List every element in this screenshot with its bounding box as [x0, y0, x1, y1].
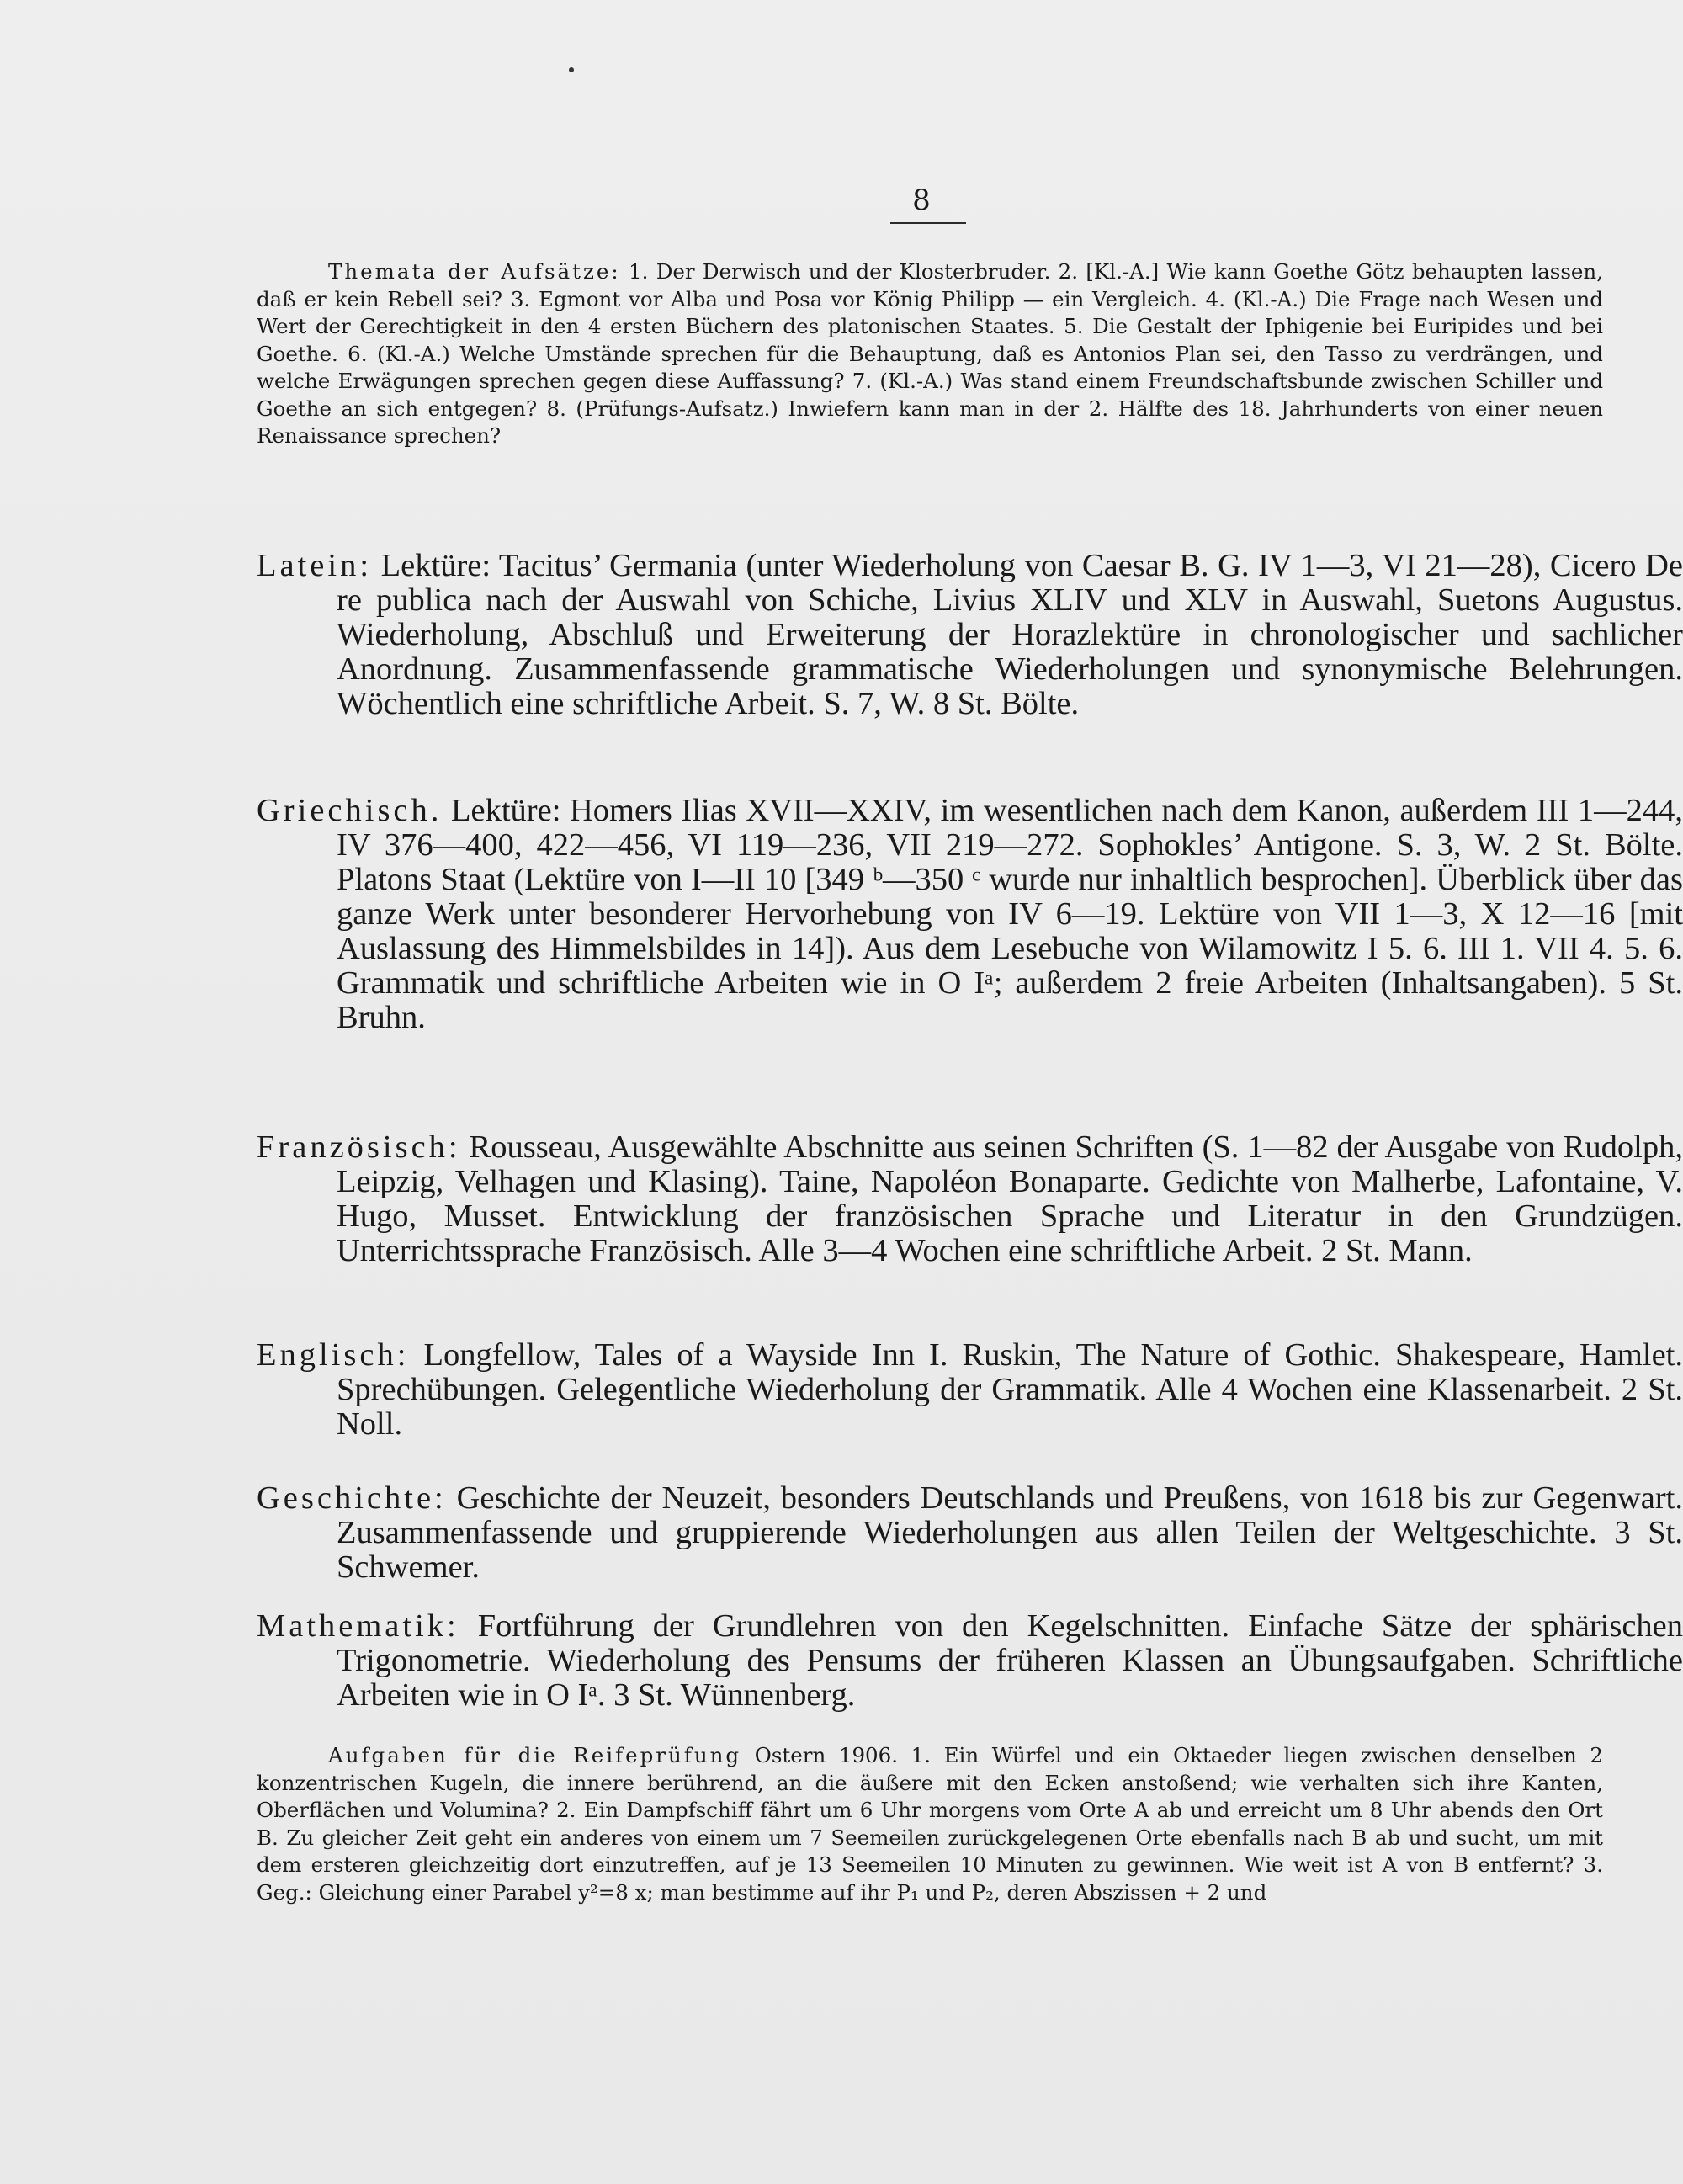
- exam-problems-label: Aufgaben für die Reifeprüfung: [328, 1743, 742, 1767]
- subject-greek: [257, 794, 1683, 1035]
- exam-problems-text: Ostern 1906. 1. Ein Würfel und ein Oktaeder liegen zwischen denselben 2 konzentrischen Kugeln, die innere berührend, an die äußere mit den Ecken anstoßend; wie verhalten sich ihre Kanten, Oberflächen und Volumina? 2. Ein Dampfschiff fährt um 6 Uhr morgens vom Orte A ab und erreicht um 8 Uhr abends den Ort B. Zu gleicher Zeit geht ein anderes von einem um 7 Seemeilen zurückgelegenen Orte ebenfalls nach B ab und sucht, um mit dem ersteren gleichzeitig dort einzutreffen, auf je 13 Seemeilen 10 Minuten zu gewinnen. Wie weit ist A von B entfernt? 3. Geg.: Gleichung einer Parabel y²=8 x; man bestimme auf ihr P₁ und P₂, deren Abszissen + 2 und: [257, 1743, 1603, 1905]
- essay-topics-text: 1. Der Derwisch und der Klosterbruder. 2. [Kl.-A.] Wie kann Goethe Götz behaupten lassen, daß er kein Rebell sei? 3. Egmont vor Alba und Posa vor König Philipp — ein Vergleich. 4. (Kl.-A.) Die Frage nach Wesen und Wert der Gerechtigkeit in den 4 ersten Büchern des platonischen Staates. 5. Die Gestalt der Iphigenie bei Euripides und bei Goethe. 6. (Kl.-A.) Welche Umstände sprechen für die Behauptung, daß es Antonios Plan sei, den Tasso zu verdrängen, und welche Erwägungen sprechen gegen diese Auffassung? 7. (Kl.-A.) Was stand einem Freundschaftsbunde zwischen Schiller und Goethe an sich entgegen? 8. (Prüfungs-Aufsatz.) Inwiefern kann man in der 2. Hälfte des 18. Jahrhunderts von einer neuen Renaissance sprechen?: [257, 259, 1603, 448]
- subject-label-english: Englisch:: [257, 1337, 410, 1373]
- essay-topics-paragraph: [257, 258, 1603, 450]
- subject-label-latin: Latein:: [257, 548, 373, 583]
- page-number-rule: [890, 222, 966, 224]
- subject-text-latin: Lektüre: Tacitus’ Germania (unter Wiederholung von Caesar B. G. IV 1—3, VI 21—28), Cicero De re publica nach der Auswahl von Schiche, Livius XLIV und XLV in Auswahl, Suetons Augustus. Wiederholung, Abschluß und Erweiterung der Horazlektüre in chronologischer und sachlicher Anordnung. Zusammenfassende grammatische Wiederholungen und synonymische Belehrungen. Wöchentlich eine schriftliche Arbeit. S. 7, W. 8 St. Bölte.: [337, 548, 1683, 721]
- subject-latin: [257, 549, 1683, 721]
- subject-label-mathematics: Mathematik:: [257, 1608, 459, 1644]
- subject-label-french: Französisch:: [257, 1129, 461, 1165]
- subject-text-english: Longfellow, Tales of a Wayside Inn I. Ruskin, The Nature of Gothic. Shakespeare, Hamlet. Sprechübungen. Gelegentliche Wiederholung der Grammatik. Alle 4 Wochen eine Klassenarbeit. 2 St. Noll.: [337, 1337, 1683, 1442]
- subject-history: [257, 1481, 1683, 1585]
- subject-text-mathematics: Fortführung der Grundlehren von den Kegelschnitten. Einfache Sätze der sphärischen Trigonometrie. Wiederholung des Pensums der früheren Klassen an Übungsaufgaben. Schriftliche Arbeiten wie in O Iᵃ. 3 St. Wünnenberg.: [337, 1608, 1683, 1713]
- subject-label-greek: Griechisch.: [257, 793, 443, 828]
- subject-text-greek: Lektüre: Homers Ilias XVII—XXIV, im wesentlichen nach dem Kanon, außerdem III 1—244, IV 376—400, 422—456, VI 119—236, VII 219—272. Sophokles’ Antigone. S. 3, W. 2 St. Bölte. Platons Staat (Lektüre von I—II 10 [349 ᵇ—350 ᶜ wurde nur inhaltlich besprochen]. Überblick über das ganze Werk unter besonderer Hervorhebung von IV 6—19. Lektüre von VII 1—3, X 12—16 [mit Auslassung des Himmelsbildes in 14]). Aus dem Lesebuche von Wilamowitz I 5. 6. III 1. VII 4. 5. 6. Grammatik und schriftliche Arbeiten wie in O Iᵃ; außerdem 2 freie Arbeiten (Inhaltsangaben). 5 St. Bruhn.: [337, 793, 1683, 1035]
- subject-mathematics: [257, 1609, 1683, 1713]
- essay-topics-label: Themata der Aufsätze:: [328, 259, 621, 284]
- subject-label-history: Geschichte:: [257, 1480, 447, 1516]
- page-number: 8: [912, 183, 931, 217]
- subject-english: [257, 1338, 1683, 1442]
- exam-problems-paragraph: [257, 1742, 1603, 1906]
- print-speck: [569, 67, 574, 72]
- subject-french: [257, 1130, 1683, 1268]
- subject-text-history: Geschichte der Neuzeit, besonders Deutschlands und Preußens, von 1618 bis zur Gegenwart. Zusammenfassende und gruppierende Wiederholungen aus allen Teilen der Weltgeschichte. 3 St. Schwemer.: [337, 1480, 1683, 1585]
- subject-text-french: Rousseau, Ausgewählte Abschnitte aus seinen Schriften (S. 1—82 der Ausgabe von Rudolph, Leipzig, Velhagen und Klasing). Taine, Napoléon Bonaparte. Gedichte von Malherbe, Lafontaine, V. Hugo, Musset. Entwicklung der französischen Sprache und Literatur in den Grundzügen. Unterrichtssprache Französisch. Alle 3—4 Wochen eine schriftliche Arbeit. 2 St. Mann.: [337, 1129, 1683, 1268]
